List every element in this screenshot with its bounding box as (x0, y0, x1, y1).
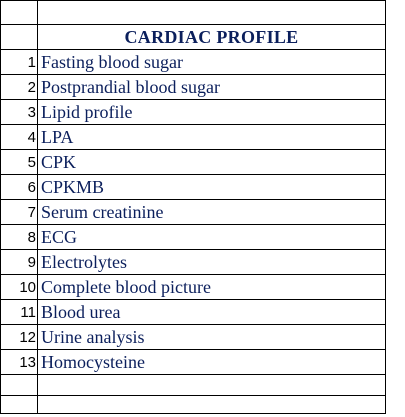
test-name-cell[interactable]: Urine analysis (38, 325, 386, 350)
empty-row (1, 375, 386, 396)
empty-cell[interactable] (38, 375, 386, 396)
empty-cell[interactable] (38, 396, 386, 414)
empty-cell[interactable] (1, 25, 38, 50)
row-number-cell[interactable]: 4 (1, 125, 38, 150)
top-empty-row (1, 1, 386, 25)
empty-cell[interactable] (38, 1, 386, 25)
table-row (1, 175, 386, 200)
row-number-cell[interactable]: 6 (1, 175, 38, 200)
row-number-cell[interactable]: 2 (1, 75, 38, 100)
table-row (1, 200, 386, 225)
row-number-cell[interactable]: 7 (1, 200, 38, 225)
table-header[interactable]: CARDIAC PROFILE (38, 25, 386, 50)
table-row (1, 225, 386, 250)
test-name-cell[interactable]: CPKMB (38, 175, 386, 200)
row-number-cell[interactable]: 5 (1, 150, 38, 175)
table-row (1, 100, 386, 125)
row-number-cell[interactable]: 1 (1, 50, 38, 75)
table-row (1, 250, 386, 275)
test-name-cell[interactable]: Fasting blood sugar (38, 50, 386, 75)
row-number-cell[interactable]: 9 (1, 250, 38, 275)
table-row (1, 125, 386, 150)
table-row (1, 75, 386, 100)
test-name-cell[interactable]: Serum creatinine (38, 200, 386, 225)
header-row (1, 25, 386, 50)
test-name-cell[interactable]: LPA (38, 125, 386, 150)
row-number-cell[interactable]: 13 (1, 350, 38, 375)
test-name-cell[interactable]: Complete blood picture (38, 275, 386, 300)
row-number-cell[interactable]: 12 (1, 325, 38, 350)
test-name-cell[interactable]: ECG (38, 225, 386, 250)
row-number-cell[interactable]: 11 (1, 300, 38, 325)
table-row (1, 350, 386, 375)
table-row (1, 50, 386, 75)
empty-cell[interactable] (1, 375, 38, 396)
row-number-cell[interactable]: 10 (1, 275, 38, 300)
table-row (1, 150, 386, 175)
test-name-cell[interactable]: Blood urea (38, 300, 386, 325)
row-number-cell[interactable]: 8 (1, 225, 38, 250)
empty-cell[interactable] (1, 396, 38, 414)
test-name-cell[interactable]: Homocysteine (38, 350, 386, 375)
test-name-cell[interactable]: Electrolytes (38, 250, 386, 275)
row-number-cell[interactable]: 3 (1, 100, 38, 125)
empty-row (1, 396, 386, 414)
test-name-cell[interactable]: CPK (38, 150, 386, 175)
empty-cell[interactable] (1, 1, 38, 25)
table-row (1, 275, 386, 300)
table-row (1, 300, 386, 325)
table-row (1, 325, 386, 350)
test-name-cell[interactable]: Postprandial blood sugar (38, 75, 386, 100)
test-name-cell[interactable]: Lipid profile (38, 100, 386, 125)
